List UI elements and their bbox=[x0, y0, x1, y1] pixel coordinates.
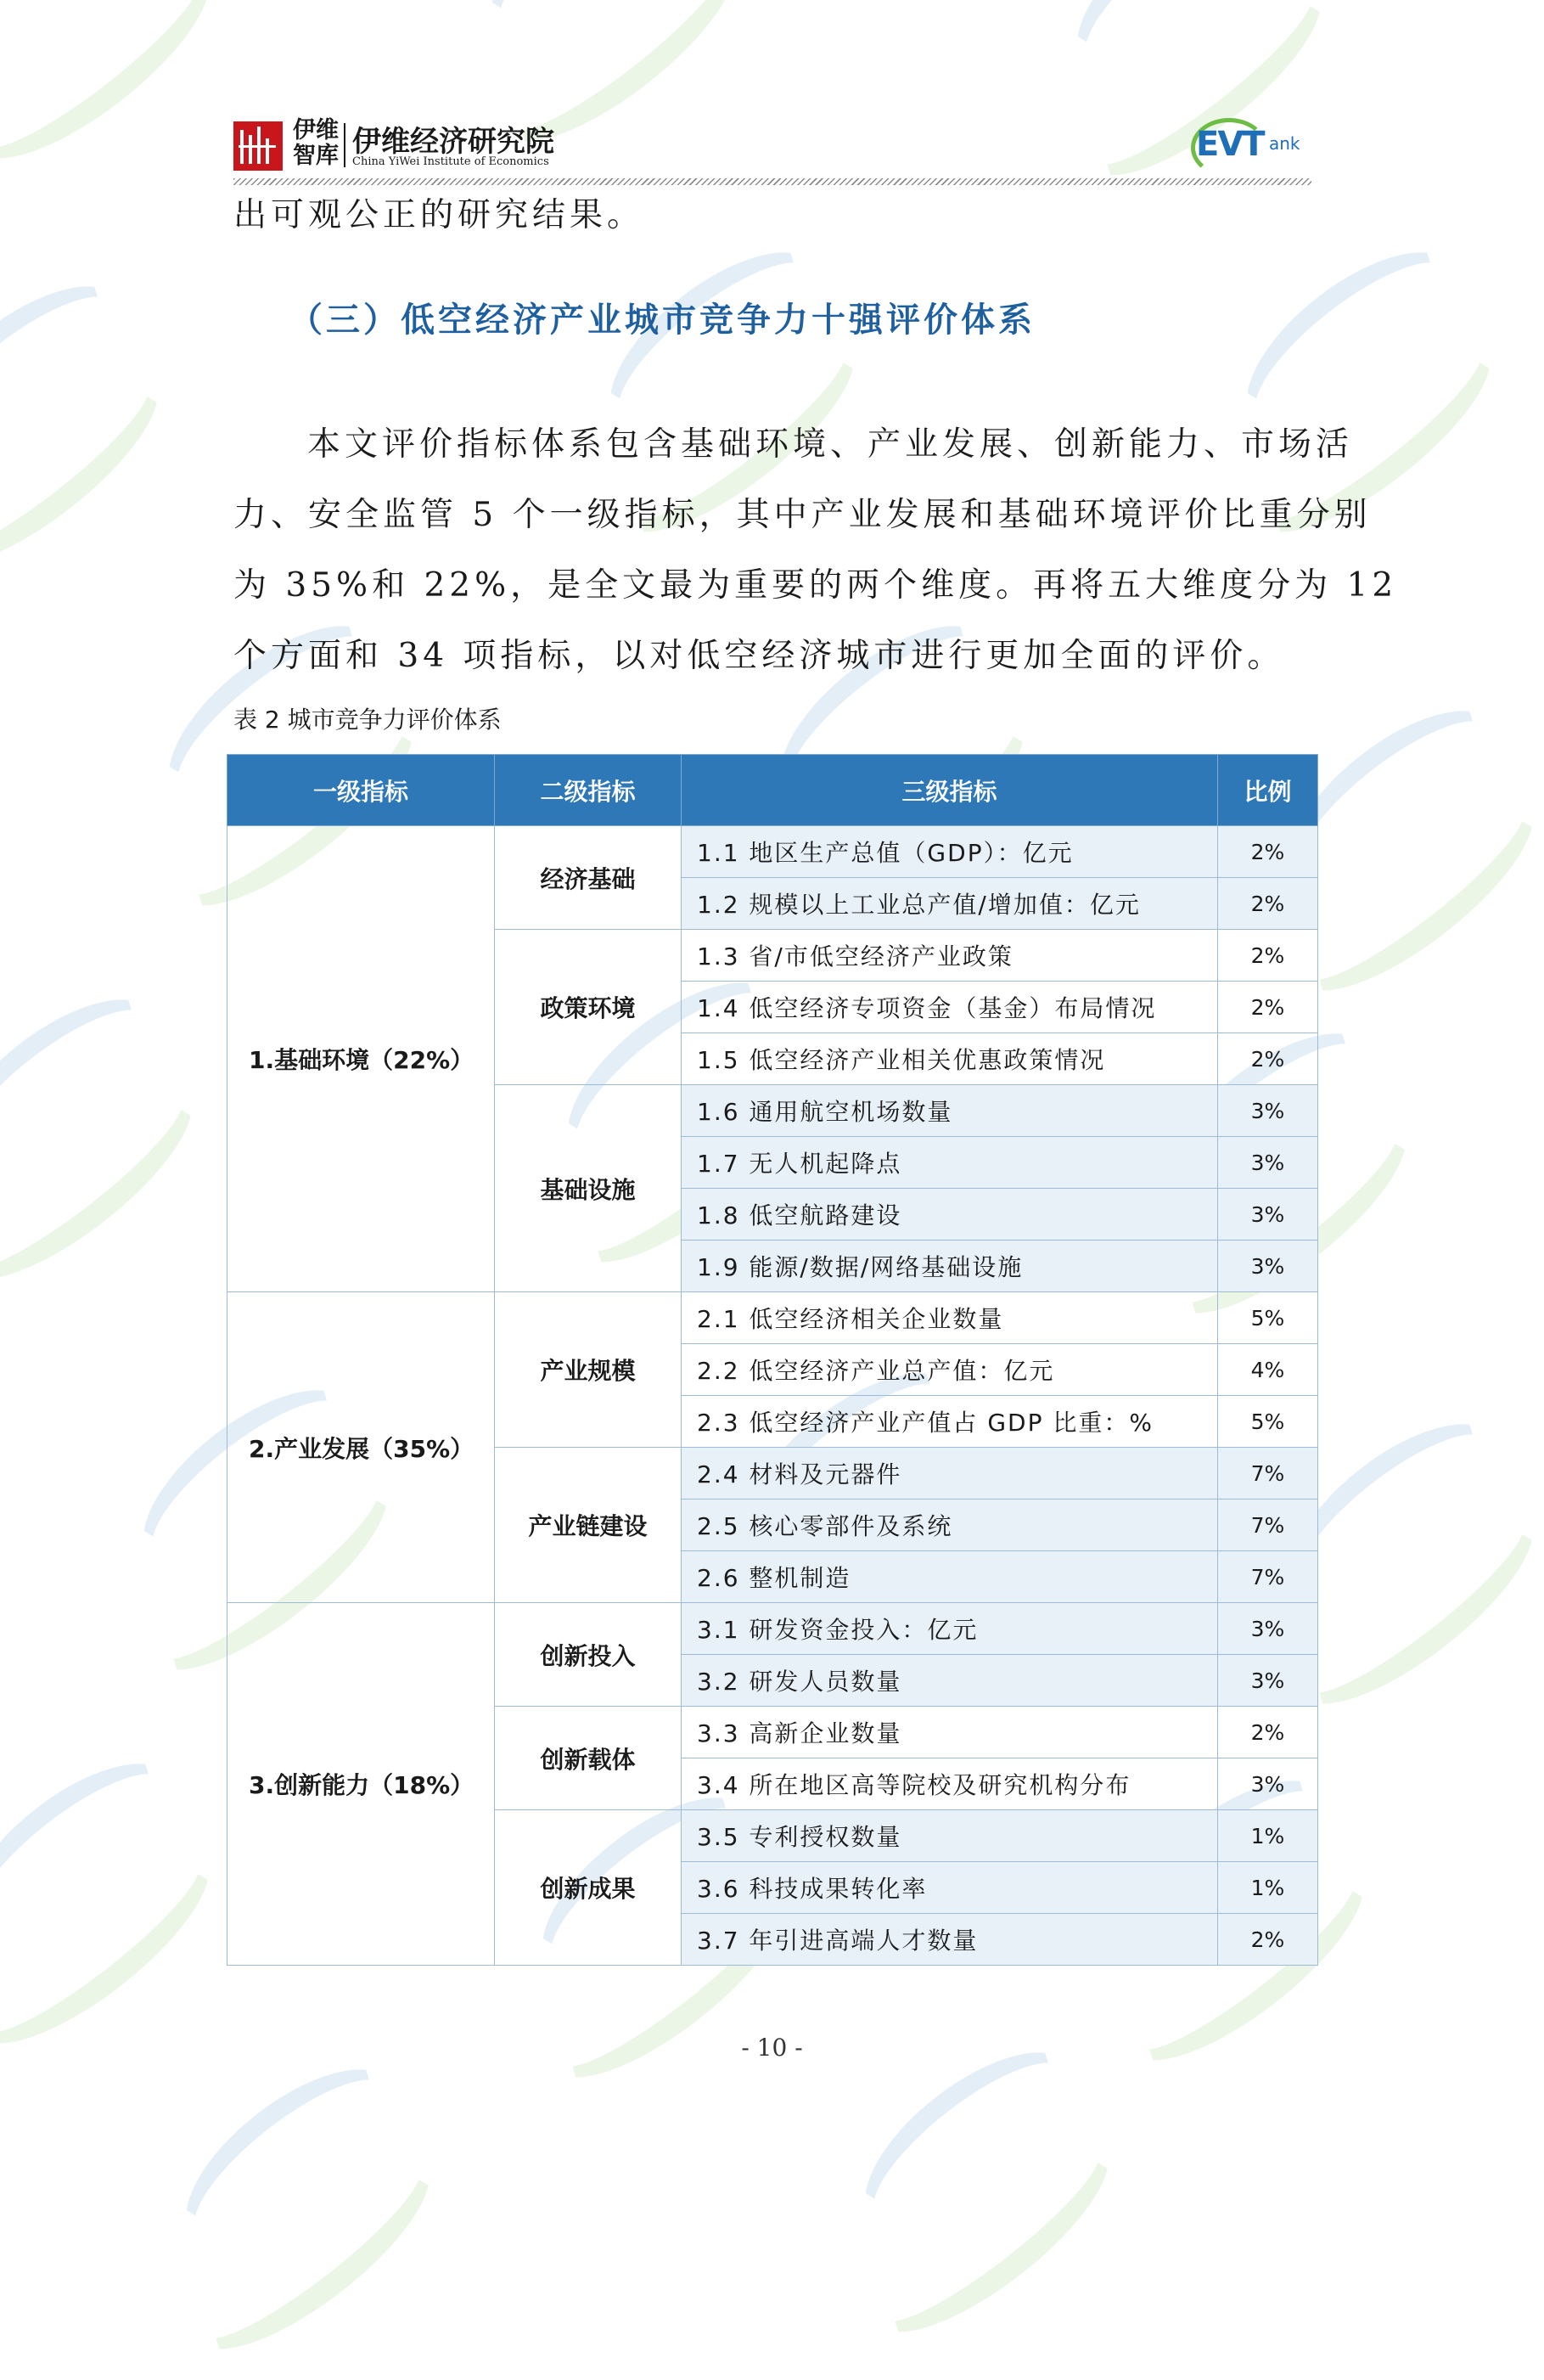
level2-cell: 产业规模 bbox=[495, 1292, 682, 1448]
logo-short-name: 伊维智库 bbox=[293, 117, 339, 169]
ratio-cell: 4% bbox=[1218, 1344, 1318, 1396]
evaluation-table bbox=[227, 754, 1318, 1966]
ratio-cell: 2% bbox=[1218, 1033, 1318, 1085]
level2-cell: 创新载体 bbox=[495, 1707, 682, 1810]
ratio-cell: 5% bbox=[1218, 1396, 1318, 1448]
indicator-cell: 3.6 科技成果转化率 bbox=[682, 1862, 1218, 1914]
indicator-cell: 1.7 无人机起降点 bbox=[682, 1137, 1218, 1189]
ratio-cell: 3% bbox=[1218, 1758, 1318, 1810]
org-name-en: China YiWei Institute of Economics bbox=[352, 155, 549, 168]
paragraph-line: 为 35%和 22%，是全文最为重要的两个维度。再将五大维度分为 12 bbox=[233, 566, 1398, 605]
paragraph-line: 力、安全监管 5 个一级指标，其中产业发展和基础环境评价比重分别 bbox=[233, 496, 1372, 534]
ratio-cell: 2% bbox=[1218, 1914, 1318, 1966]
indicator-cell: 2.6 整机制造 bbox=[682, 1551, 1218, 1603]
indicator-cell: 3.2 研发人员数量 bbox=[682, 1655, 1218, 1707]
ratio-cell: 7% bbox=[1218, 1448, 1318, 1499]
header-level3: 三级指标 bbox=[682, 755, 1218, 826]
level2-cell: 经济基础 bbox=[495, 826, 682, 930]
ratio-cell: 3% bbox=[1218, 1137, 1318, 1189]
ratio-cell: 3% bbox=[1218, 1085, 1318, 1137]
level1-cell: 1.基础环境（22%） bbox=[227, 826, 495, 1292]
paragraph-line: 个方面和 34 项指标，以对低空经济城市进行更加全面的评价。 bbox=[233, 637, 1285, 675]
header-level1: 一级指标 bbox=[227, 755, 495, 826]
header-ratio: 比例 bbox=[1218, 755, 1318, 826]
evtank-watermark-icon bbox=[831, 2056, 1139, 2343]
indicator-cell: 1.4 低空经济专项资金（基金）布局情况 bbox=[682, 982, 1218, 1033]
ratio-cell: 2% bbox=[1218, 930, 1318, 982]
evtank-logo-text: EVT bbox=[1196, 125, 1264, 164]
level2-cell: 基础设施 bbox=[495, 1085, 682, 1292]
indicator-cell: 1.5 低空经济产业相关优惠政策情况 bbox=[682, 1033, 1218, 1085]
indicator-cell: 2.3 低空经济产业产值占 GDP 比重：% bbox=[682, 1396, 1218, 1448]
indicator-cell: 2.2 低空经济产业总产值：亿元 bbox=[682, 1344, 1218, 1396]
indicator-cell: 1.2 规模以上工业总产值/增加值：亿元 bbox=[682, 878, 1218, 930]
indicator-cell: 1.9 能源/数据/网络基础设施 bbox=[682, 1241, 1218, 1292]
evtank-watermark-icon bbox=[0, 290, 188, 577]
level1-cell: 2.产业发展（35%） bbox=[227, 1292, 495, 1603]
indicator-cell: 1.8 低空航路建设 bbox=[682, 1189, 1218, 1241]
level2-cell: 产业链建设 bbox=[495, 1448, 682, 1603]
indicator-cell: 2.4 材料及元器件 bbox=[682, 1448, 1218, 1499]
table-row bbox=[227, 1603, 1318, 1655]
level2-cell: 创新成果 bbox=[495, 1810, 682, 1966]
indicator-cell: 2.1 低空经济相关企业数量 bbox=[682, 1292, 1218, 1344]
header-rule bbox=[233, 178, 1311, 185]
ratio-cell: 1% bbox=[1218, 1810, 1318, 1862]
ratio-cell: 3% bbox=[1218, 1603, 1318, 1655]
ratio-cell: 2% bbox=[1218, 826, 1318, 878]
continuation-line: 出可观公正的研究结果。 bbox=[233, 196, 645, 234]
indicator-cell: 3.3 高新企业数量 bbox=[682, 1707, 1218, 1758]
ratio-cell: 7% bbox=[1218, 1551, 1318, 1603]
table-row bbox=[227, 826, 1318, 878]
evtank-watermark-icon bbox=[0, 1767, 239, 2055]
indicator-cell: 3.7 年引进高端人才数量 bbox=[682, 1914, 1218, 1966]
table-row bbox=[227, 1292, 1318, 1344]
paragraph-line: 本文评价指标体系包含基础环境、产业发展、创新能力、市场活 bbox=[307, 425, 1354, 464]
indicator-cell: 2.5 核心零部件及系统 bbox=[682, 1499, 1218, 1551]
ratio-cell: 3% bbox=[1218, 1189, 1318, 1241]
ratio-cell: 2% bbox=[1218, 1707, 1318, 1758]
evtank-logo-suffix: ank bbox=[1269, 133, 1300, 154]
indicator-cell: 1.3 省/市低空经济产业政策 bbox=[682, 930, 1218, 982]
indicator-cell: 1.6 通用航空机场数量 bbox=[682, 1085, 1218, 1137]
evtank-watermark-icon bbox=[0, 0, 239, 169]
ratio-cell: 5% bbox=[1218, 1292, 1318, 1344]
indicator-cell: 3.5 专利授权数量 bbox=[682, 1810, 1218, 1862]
level2-cell: 政策环境 bbox=[495, 930, 682, 1085]
evtank-logo bbox=[1184, 115, 1311, 176]
indicator-cell: 3.1 研发资金投入：亿元 bbox=[682, 1603, 1218, 1655]
logo-divider bbox=[344, 123, 345, 167]
org-name-cn: 伊维经济研究院 bbox=[352, 125, 554, 159]
indicator-cell: 1.1 地区生产总值（GDP）：亿元 bbox=[682, 826, 1218, 878]
page-header bbox=[233, 115, 1311, 183]
evtank-watermark-icon bbox=[152, 2073, 460, 2360]
section-heading: （三）低空经济产业城市竞争力十强评价体系 bbox=[289, 301, 1036, 340]
table-header-row bbox=[227, 755, 1318, 826]
ratio-cell: 3% bbox=[1218, 1241, 1318, 1292]
ratio-cell: 3% bbox=[1218, 1655, 1318, 1707]
level2-cell: 创新投入 bbox=[495, 1603, 682, 1707]
ratio-cell: 1% bbox=[1218, 1862, 1318, 1914]
header-level2: 二级指标 bbox=[495, 755, 682, 826]
ratio-cell: 2% bbox=[1218, 982, 1318, 1033]
table-caption: 表 2 城市竞争力评价体系 bbox=[233, 706, 502, 734]
page-number: - 10 - bbox=[741, 2034, 803, 2062]
level1-cell: 3.创新能力（18%） bbox=[227, 1603, 495, 1966]
yiwei-logo-icon bbox=[233, 121, 283, 171]
ratio-cell: 7% bbox=[1218, 1499, 1318, 1551]
indicator-cell: 3.4 所在地区高等院校及研究机构分布 bbox=[682, 1758, 1218, 1810]
ratio-cell: 2% bbox=[1218, 878, 1318, 930]
evtank-watermark-icon bbox=[0, 1003, 222, 1291]
